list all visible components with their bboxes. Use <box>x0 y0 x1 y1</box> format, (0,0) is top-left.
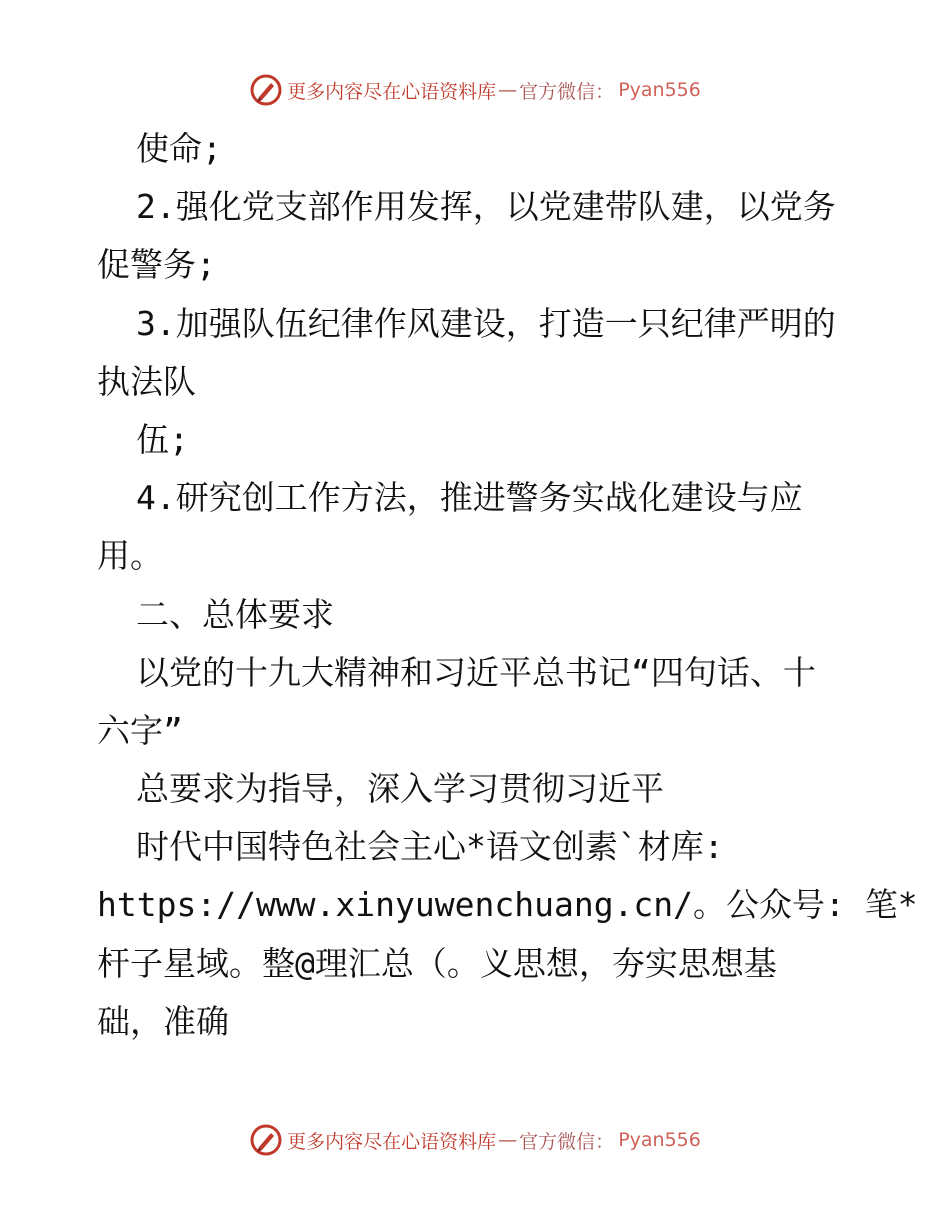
watermark-main-text: 更多内容尽在心语资料库 <box>287 80 497 103</box>
watermark-dash: — <box>498 1129 518 1151</box>
text-line: 3.加强队伍纪律作风建设，打造一只纪律严明的 <box>136 303 836 343</box>
text-line: 时代中国特色社会主心*语文创素`材库: <box>136 827 724 867</box>
pen-logo-icon <box>249 73 283 107</box>
text-line: 六字” <box>97 710 183 750</box>
watermark-wechat-label: 官方微信： <box>519 1130 615 1153</box>
text-line: 执法队 <box>97 361 196 401</box>
text-line: 伍; <box>136 419 189 459</box>
text-line: 用。 <box>97 536 163 576</box>
text-line: 以党的十九大精神和习近平总书记“四句话、十 <box>136 652 816 692</box>
text-line: 杆子星域。整@理汇总（。义思想，夯实思想基 <box>97 943 777 983</box>
text-line: 础，准确 <box>97 1001 229 1041</box>
text-line: 总要求为指导，深入学习贯彻习近平 <box>136 769 664 809</box>
pen-logo-icon <box>249 1123 283 1157</box>
watermark-main-text: 更多内容尽在心语资料库 <box>287 1130 497 1153</box>
text-line: 促警务; <box>97 245 216 285</box>
text-line: 使命; <box>136 129 222 168</box>
watermark-dash: — <box>498 79 518 101</box>
header-watermark <box>0 72 950 108</box>
watermark-wechat-id: Pyan556 <box>618 1129 701 1151</box>
text-line: 2.强化党支部作用发挥，以党建带队建，以党务 <box>136 187 836 227</box>
watermark-wechat-label: 官方微信： <box>519 80 615 103</box>
text-line: https://www.xinyuwenchuang.cn/。公众号: 笔* <box>97 885 918 925</box>
text-line: 4.研究创工作方法，推进警务实战化建设与应 <box>136 478 803 518</box>
watermark-wechat-id: Pyan556 <box>618 79 701 101</box>
footer-watermark <box>0 1122 950 1158</box>
document-body <box>97 120 918 1051</box>
text-line: 二、总体要求 <box>136 594 334 634</box>
